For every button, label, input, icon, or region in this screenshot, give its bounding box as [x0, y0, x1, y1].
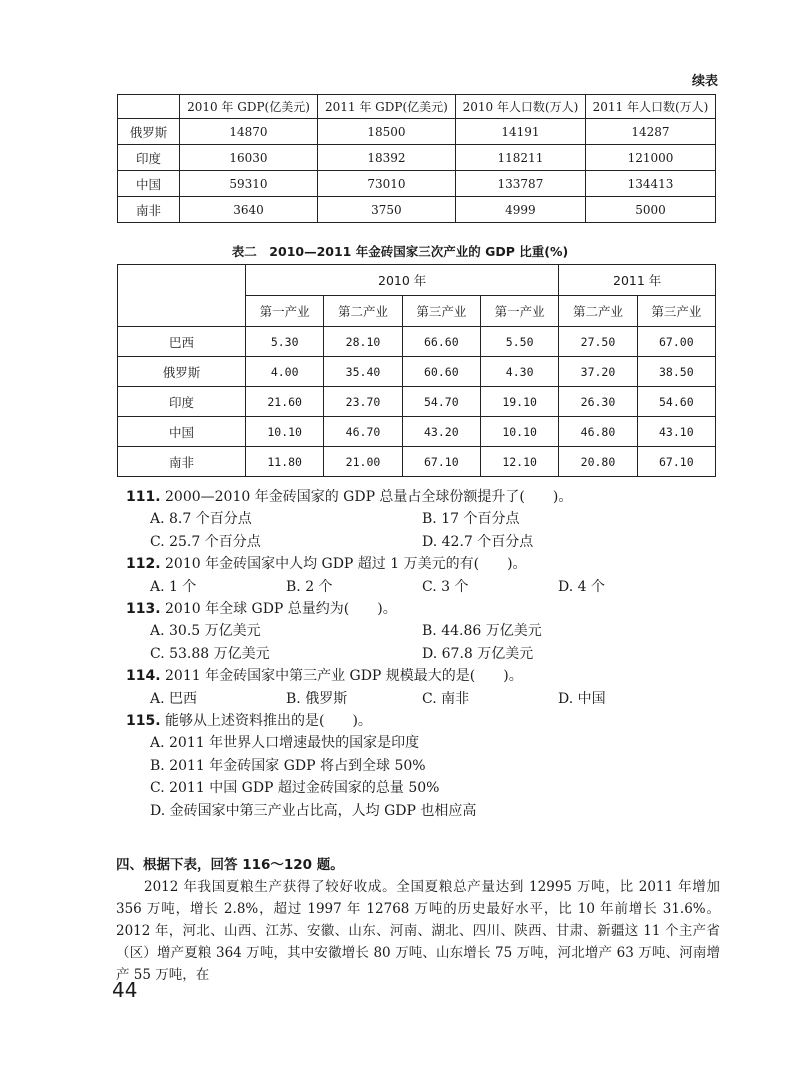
country-cell: 巴西 [118, 327, 246, 357]
table-cell: 134413 [585, 171, 715, 197]
question-111 [126, 486, 726, 508]
option-b: B. 2 个 [286, 578, 333, 595]
question-stem: 2011 年金砖国家中第三产业 GDP 规模最大的是( )。 [165, 668, 523, 685]
option-c: C. 南非 [422, 690, 470, 707]
table-header-cell [118, 265, 246, 327]
industry-header: 第二产业 [559, 296, 637, 327]
options-row [126, 531, 726, 553]
option-a: A. 巴西 [150, 690, 198, 707]
industry-header: 第三产业 [402, 296, 480, 327]
table-row [118, 171, 716, 197]
options-row [126, 800, 726, 822]
table-cell: 21.00 [324, 447, 402, 477]
table-cell: 5.50 [480, 327, 558, 357]
table-cell: 28.10 [324, 327, 402, 357]
table-cell: 11.80 [246, 447, 324, 477]
options-row [126, 508, 726, 530]
table-cell: 67.10 [637, 447, 715, 477]
table-cell: 10.10 [480, 417, 558, 447]
table-cell: 3750 [317, 197, 455, 223]
year-2011-header: 2011 年 [559, 265, 716, 296]
table-cell: 54.70 [402, 387, 480, 417]
table-cell: 118211 [455, 145, 585, 171]
table-cell: 26.30 [559, 387, 637, 417]
question-number: 111. [126, 489, 161, 505]
country-cell: 印度 [118, 145, 180, 171]
country-cell: 中国 [118, 417, 246, 447]
option-b: B. 俄罗斯 [286, 690, 348, 707]
table-cell: 59310 [180, 171, 318, 197]
industry-header: 第二产业 [324, 296, 402, 327]
question-number: 114. [126, 668, 161, 685]
question-stem: 2010 年全球 GDP 总量约为( )。 [165, 601, 397, 618]
industry-header: 第一产业 [480, 296, 558, 327]
table-cell: 23.70 [324, 387, 402, 417]
question-stem: 能够从上述资料推出的是( )。 [165, 713, 372, 730]
question-stem: 2010 年金砖国家中人均 GDP 超过 1 万美元的有( )。 [165, 556, 527, 573]
table-row [118, 447, 716, 477]
question-115 [126, 710, 726, 732]
table-cell: 14287 [585, 119, 715, 145]
table-row [118, 119, 716, 145]
table-cell: 19.10 [480, 387, 558, 417]
table-cell: 67.10 [402, 447, 480, 477]
table-cell: 73010 [317, 171, 455, 197]
table-cell: 14191 [455, 119, 585, 145]
table-row [118, 417, 716, 447]
question-number: 115. [126, 713, 161, 730]
table-cell: 5000 [585, 197, 715, 223]
question-stem: 2000—2010 年金砖国家的 GDP 总量占全球份额提升了( )。 [165, 489, 573, 505]
table-cell: 121000 [585, 145, 715, 171]
options-row [126, 755, 726, 777]
industry-header: 第一产业 [246, 296, 324, 327]
question-113 [126, 598, 726, 620]
option-b: B. 2011 年金砖国家 GDP 将占到全球 50% [150, 757, 426, 774]
question-number: 112. [126, 556, 161, 573]
table-cell: 66.60 [402, 327, 480, 357]
table-header-cell: 2010 年人口数(万人) [455, 95, 585, 119]
table-cell: 21.60 [246, 387, 324, 417]
options-row [126, 688, 726, 710]
country-cell: 俄罗斯 [118, 357, 246, 387]
table-row [118, 357, 716, 387]
option-b: B. 17 个百分点 [422, 511, 520, 528]
table-cell: 10.10 [246, 417, 324, 447]
option-c: C. 3 个 [422, 578, 469, 595]
table-cell: 20.80 [559, 447, 637, 477]
table-header-row [118, 95, 716, 119]
table-row [118, 145, 716, 171]
table-header-cell [118, 95, 180, 119]
table-cell: 18392 [317, 145, 455, 171]
table-cell: 35.40 [324, 357, 402, 387]
table-cell: 67.00 [637, 327, 715, 357]
option-a: A. 8.7 个百分点 [150, 511, 252, 528]
table-cell: 133787 [455, 171, 585, 197]
table-row [118, 327, 716, 357]
body-paragraph: 2012 年我国夏粮生产获得了较好收成。全国夏粮总产量达到 12995 万吨，比 2011 年增加 356 万吨，增长 2.8%，超过 1997 年 12768 万吨的历史最好水平，比 10 年前增长 31.6%。2012 年，河北、山西、江苏、安徽、山东、河南、湖北、四川、陕西、甘肃、新疆这 11 个主产省（区）增产夏粮 364 万吨，其中安徽增长 80 万吨、山东增长 75 万吨，河北增产 63 万吨、河南增产 55 万吨，在 [116, 879, 720, 983]
year-2010-header: 2010 年 [246, 265, 559, 296]
country-cell: 南非 [118, 197, 180, 223]
question-112 [126, 553, 726, 575]
page-number: 44 [112, 978, 138, 1002]
option-c: C. 53.88 万亿美元 [150, 645, 270, 662]
options-row [126, 576, 726, 598]
option-d: D. 4 个 [558, 578, 605, 595]
options-row [126, 732, 726, 754]
table-cell: 60.60 [402, 357, 480, 387]
table-cell: 43.20 [402, 417, 480, 447]
option-d: D. 金砖国家中第三产业占比高，人均 GDP 也相应高 [150, 802, 477, 819]
table-header-cell: 2011 年 GDP(亿美元) [317, 95, 455, 119]
table-row [118, 387, 716, 417]
question-number: 113. [126, 601, 161, 618]
option-d: D. 中国 [558, 690, 606, 707]
table-cell: 38.50 [637, 357, 715, 387]
option-a: A. 30.5 万亿美元 [150, 623, 261, 640]
table-cell: 14870 [180, 119, 318, 145]
options-row [126, 620, 726, 642]
industry-header: 第三产业 [637, 296, 715, 327]
table-cell: 16030 [180, 145, 318, 171]
option-a: A. 1 个 [150, 578, 197, 595]
table-cell: 46.70 [324, 417, 402, 447]
options-row [126, 777, 726, 799]
gdp-population-table [117, 94, 716, 223]
table-cell: 43.10 [637, 417, 715, 447]
country-cell: 俄罗斯 [118, 119, 180, 145]
country-cell: 印度 [118, 387, 246, 417]
table-cell: 37.20 [559, 357, 637, 387]
table-header-cell: 2010 年 GDP(亿美元) [180, 95, 318, 119]
table-cell: 27.50 [559, 327, 637, 357]
continued-label: 续表 [691, 74, 718, 89]
table-cell: 4.30 [480, 357, 558, 387]
table-cell: 4999 [455, 197, 585, 223]
country-cell: 南非 [118, 447, 246, 477]
table-cell: 5.30 [246, 327, 324, 357]
table-cell: 54.60 [637, 387, 715, 417]
option-d: D. 67.8 万亿美元 [422, 645, 534, 662]
table2-caption: 表二 2010—2011 年金砖国家三次产业的 GDP 比重(%) [231, 244, 569, 259]
table-cell: 12.10 [480, 447, 558, 477]
table-cell: 46.80 [559, 417, 637, 447]
table-header-cell: 2011 年人口数(万人) [585, 95, 715, 119]
option-c: C. 25.7 个百分点 [150, 533, 261, 550]
options-row [126, 643, 726, 665]
question-list [126, 486, 726, 822]
section-title: 四、根据下表，回答 116～120 题。 [116, 857, 344, 873]
industry-share-table [117, 264, 716, 477]
question-114 [126, 665, 726, 687]
option-d: D. 42.7 个百分点 [422, 533, 534, 550]
table-row [118, 197, 716, 223]
table-cell: 4.00 [246, 357, 324, 387]
table-cell: 18500 [317, 119, 455, 145]
option-b: B. 44.86 万亿美元 [422, 623, 542, 640]
option-c: C. 2011 中国 GDP 超过金砖国家的总量 50% [150, 780, 440, 797]
option-a: A. 2011 年世界人口增速最快的国家是印度 [150, 735, 420, 752]
table-header-row [118, 265, 716, 296]
country-cell: 中国 [118, 171, 180, 197]
table-cell: 3640 [180, 197, 318, 223]
